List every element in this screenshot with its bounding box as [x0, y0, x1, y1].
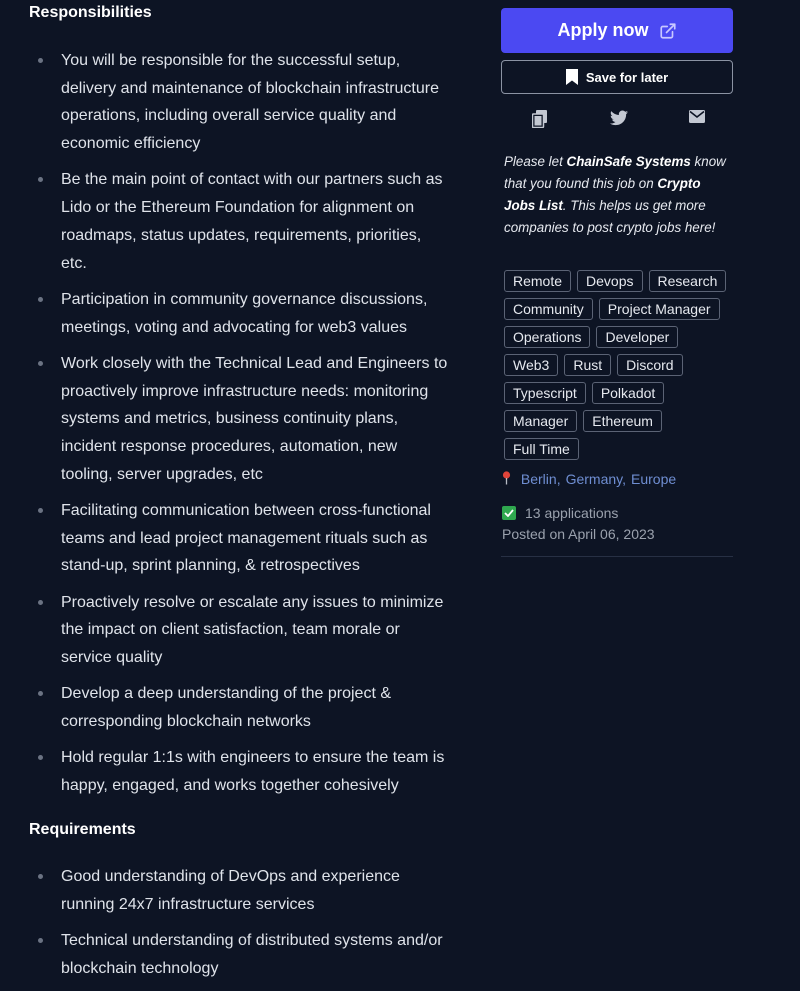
bookmark-icon [566, 69, 578, 85]
note-text: know that you found this job on [504, 154, 726, 191]
share-row [501, 110, 733, 130]
divider [501, 556, 733, 557]
copy-icon[interactable] [532, 110, 548, 133]
list-item: Be the main point of contact with our partners such as Lido or the Ethereum Foundation for alignment on roadmaps, status updates, requirements, priorities, etc. [29, 166, 449, 277]
requirements-heading: Requirements [29, 821, 136, 838]
applications-count [502, 505, 618, 521]
list-item: Technical understanding of distributed systems and/or blockchain technology [29, 927, 449, 982]
list-item: Participation in community governance discussions, meetings, voting and advocating for web3 values [29, 286, 449, 341]
apply-now-label: Apply now [557, 20, 649, 40]
tag-project-manager[interactable]: Project Manager [599, 298, 720, 320]
tag-devops[interactable]: Devops [577, 270, 642, 292]
location-row: Berlin, Germany, Europe [502, 471, 676, 487]
check-icon [502, 506, 516, 520]
location-europe-link[interactable]: Europe [631, 471, 677, 487]
location-pin-icon [502, 471, 511, 485]
tag-research[interactable]: Research [649, 270, 727, 292]
mail-icon[interactable] [689, 110, 705, 128]
tag-community[interactable]: Community [504, 298, 593, 320]
list-item: Proactively resolve or escalate any issues to minimize the impact on client satisfaction, team morale or service quality [29, 589, 449, 672]
tag-discord[interactable]: Discord [617, 354, 682, 376]
apply-now-button[interactable] [501, 8, 733, 53]
tag-rust[interactable]: Rust [564, 354, 611, 376]
list-item: You will be responsible for the successful setup, delivery and maintenance of blockchain infrastructure operations, including overall service quality and economic efficiency [29, 47, 449, 158]
tag-web3[interactable]: Web3 [504, 354, 558, 376]
tag-developer[interactable]: Developer [596, 326, 678, 348]
save-for-later-label: Save for later [585, 69, 669, 85]
list-item: Hold regular 1:1s with engineers to ensure the team is happy, engaged, and works together cohesively [29, 744, 449, 799]
tag-ethereum[interactable]: Ethereum [583, 410, 662, 432]
twitter-icon[interactable] [610, 110, 628, 131]
tag-full-time[interactable]: Full Time [504, 438, 579, 460]
tag-polkadot[interactable]: Polkadot [592, 382, 664, 404]
site-name: Crypto Jobs List [504, 176, 701, 213]
note-text: . This helps us get more companies to post crypto jobs here! [504, 198, 716, 235]
external-link-icon [659, 22, 677, 40]
save-for-later-button[interactable] [501, 60, 733, 94]
company-name: ChainSafe Systems [566, 154, 691, 169]
tag-manager[interactable]: Manager [504, 410, 577, 432]
responsibilities-list [29, 47, 449, 808]
location-berlin-link[interactable]: Berlin [520, 471, 557, 487]
referral-note [504, 151, 732, 239]
list-item: Facilitating communication between cross-functional teams and lead project management rituals such as stand-up, sprint planning, & retrospectives [29, 497, 449, 580]
requirements-list [29, 863, 449, 991]
tag-typescript[interactable]: Typescript [504, 382, 586, 404]
applications-text: 13 applications [525, 505, 619, 521]
list-item: Work closely with the Technical Lead and Engineers to proactively improve infrastructure needs: monitoring systems and metrics, business continuity plans, incident response procedures, automation, new tooling, server upgrades, etc [29, 350, 449, 489]
posted-date: Posted on April 06, 2023 [502, 526, 655, 542]
note-text: Please let [504, 154, 567, 169]
tag-remote[interactable]: Remote [504, 270, 571, 292]
responsibilities-heading: Responsibilities [29, 4, 152, 21]
tag-list [504, 270, 734, 460]
location-germany-link[interactable]: Germany [565, 471, 623, 487]
list-item: Develop a deep understanding of the project & corresponding blockchain networks [29, 680, 449, 735]
tag-operations[interactable]: Operations [504, 326, 590, 348]
list-item: Good understanding of DevOps and experience running 24x7 infrastructure services [29, 863, 449, 918]
